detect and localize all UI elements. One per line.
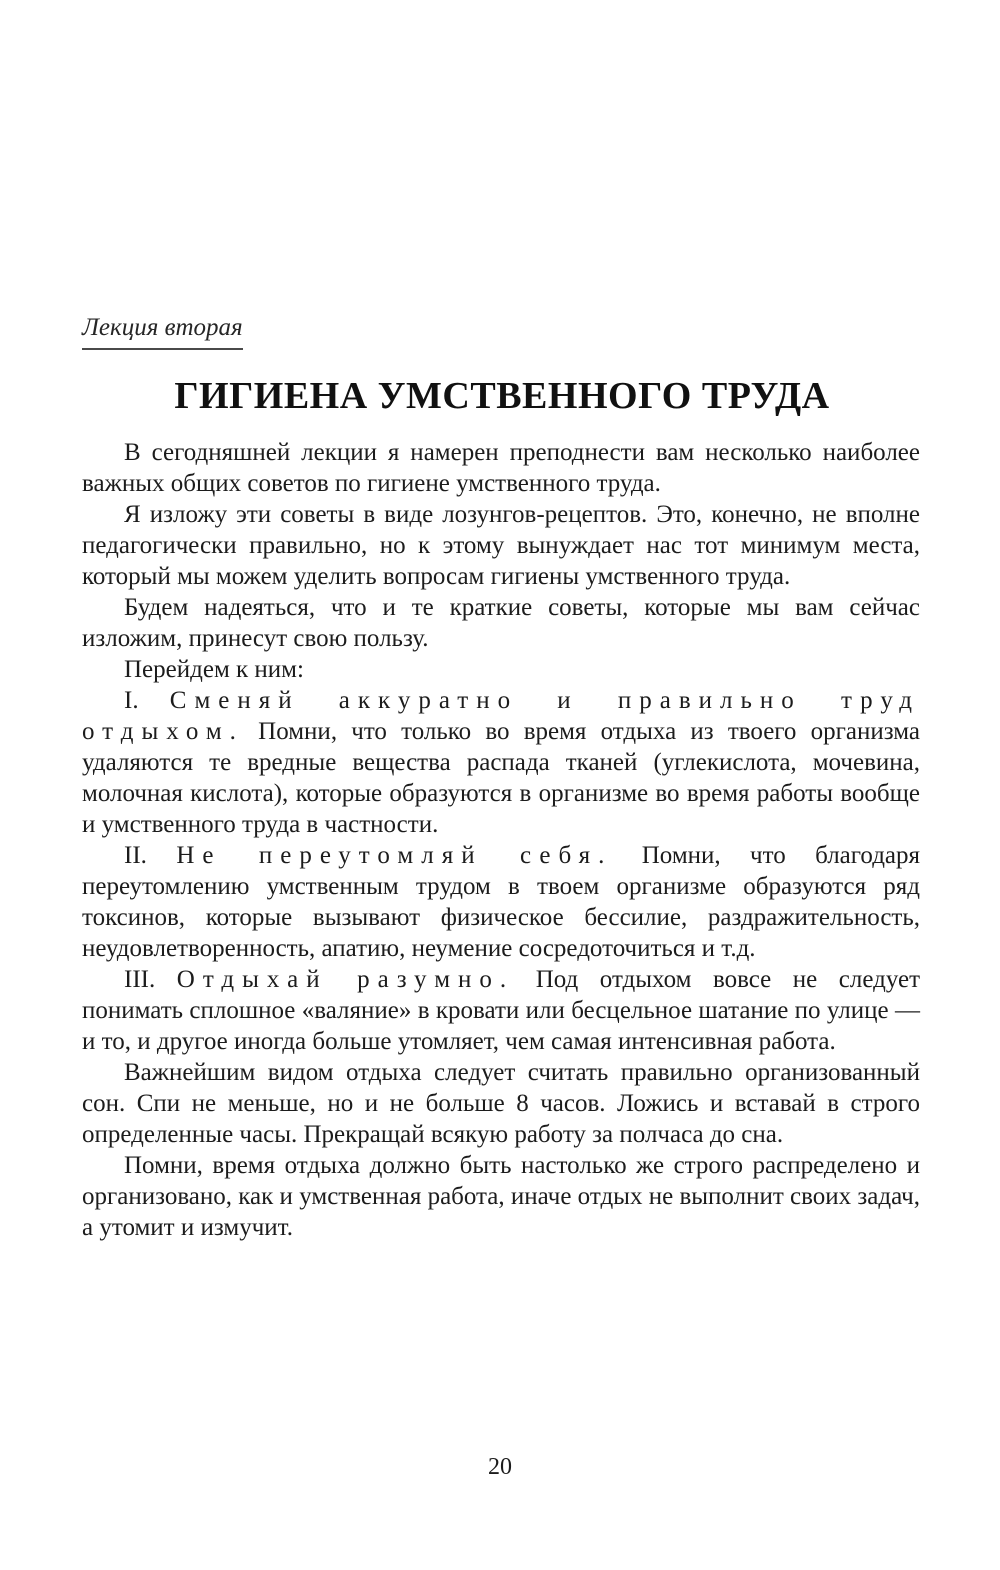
rule-1-text: Помни, что только во время отдыха из твоего организма удаляются те вредные вещества распада тканей (углекислота, мочевина, молочная кислота), которые образуются в организме во время работы вообще и умственного труда в частности. [82,718,921,838]
lecture-label: Лекция вторая [82,310,243,350]
page-number: 20 [488,1454,512,1480]
rule-2-numeral: II. [124,842,147,869]
rule-2 [82,840,920,964]
paragraph-conclusion: Помни, время отдыха должно быть настолько же строго распределено и организовано, как и умственная работа, иначе отдых не выполнит своих задач, а утомит и измучит. [82,1152,920,1241]
paragraph-format: Я изложу эти советы в виде лозунгов-рецептов. Это, конечно, не вполне педагогически правильно, но к этому вынуждает нас тот минимум места, который мы можем уделить вопросам гигиены умственного труда. [82,501,920,590]
paragraph-sleep: Важнейшим видом отдыха следует считать правильно организованный сон. Спи не меньше, но и не больше 8 часов. Ложись и вставай в строго определенные часы. Прекращай всякую работу за полчаса до сна. [82,1059,920,1148]
rule-1-heading: Сменяй аккуратно и правильно труд отдыхом. [82,687,920,745]
paragraph-intro: В сегодняшней лекции я намерен преподнести вам несколько наиболее важных общих советов по гигиене умственного труда. [82,439,920,497]
chapter-title: ГИГИЕНА УМСТВЕННОГО ТРУДА [174,375,830,417]
rule-3-numeral: III. [124,966,156,993]
paragraph-hope: Будем надеяться, что и те краткие советы, которые мы вам сейчас изложим, принесут свою пользу. [82,594,920,652]
body-text [82,437,920,1243]
rule-1-numeral: I. [124,687,139,714]
rule-3-heading: Отдыхай разумно. [176,966,515,993]
rule-1 [82,685,920,840]
paragraph-transition: Перейдем к ним: [124,656,304,683]
rule-2-text: Помни, что благодаря переутомлению умственным трудом в твоем организме образуются ряд токсинов, которые вызывают физическое бессилие, раздражительность, неудовлетворенность, апатию, неумение сосредоточиться и т.д. [82,842,921,962]
rule-3-text: Под отдыхом вовсе не следует понимать сплошное «валяние» в кровати или бесцельное шатание по улице — и то, и другое иногда больше утомляет, чем самая интенсивная работа. [82,966,921,1055]
rule-3 [82,964,920,1057]
rule-2-heading: Не переутомляй себя. [176,842,613,869]
